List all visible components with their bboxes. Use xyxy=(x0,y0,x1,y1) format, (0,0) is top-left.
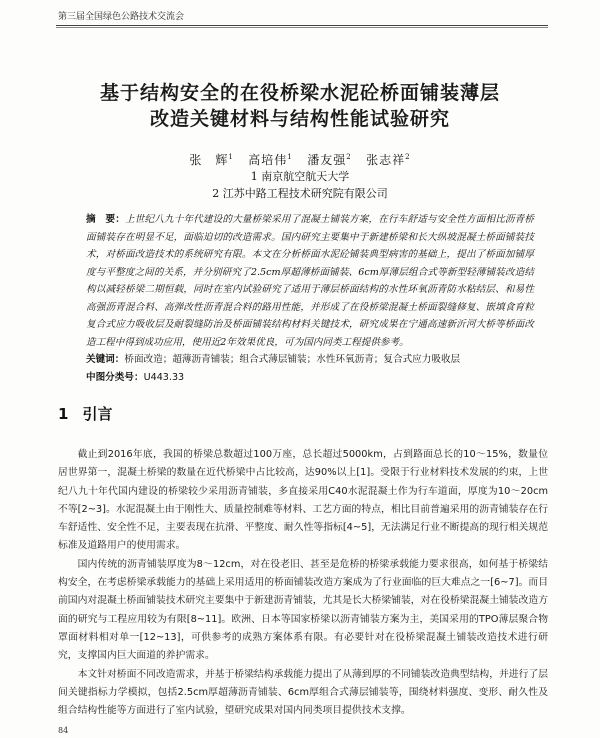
abstract-text: 上世纪八九十年代建设的大量桥梁采用了混凝土铺装方案，在行车舒适与安全性方面相比沥青桥面铺装存在明显不足，面临迫切的改造需求。国内研究主要集中于新建桥梁和长大纵坡混凝土桥面铺装技术，对桥面改造技术的系统研究有限。本文在分析桥面水泥砼铺装典型病害的基础上，提出了桥面加铺厚度与平整度之间的关系，并分别研究了2.5cm厚超薄桥面铺装、6cm厚薄层组合式等新型轻薄铺装改造结构以减轻桥梁二期恒载，同时在室内试验研究了适用于薄层桥面结构的水性环氧沥青防水粘结层、和易性高强沥青混合料、高弹改性沥青混合料的路用性能，并形成了在役桥梁混凝土桥面裂缝修复、嵌填食育粒复合式应力吸收层及耐裂缝防治及桥面铺装结构材料关键技术，研究成果在宁通高速新沂河大桥等桥面改造工程中得到成功应用，使用近2年效果优良，可为国内同类工程提供参考。 xyxy=(86,214,535,348)
author-name: 高培伟 xyxy=(248,153,288,167)
section-title: 引言 xyxy=(82,405,113,423)
header-rule-thin xyxy=(56,27,548,28)
paragraph-3: 本文针对桥面不同改造需求，并基于桥梁结构承载能力提出了从薄到厚的不同铺装改造典型结构，并进行了层间关键指标力学模拟，包括2.5cm厚超薄沥青铺装、6cm厚组合式薄层铺装等，围绕材料强度、变形、耐久性及组合结构性能等方面进行了室内试验，望研究成果对国内同类项目提供技术支撑。 xyxy=(58,668,548,717)
body-text xyxy=(58,446,548,720)
paragraph-1: 截止到2016年底，我国的桥梁总数超过100万座，总长超过5000km，占到路面总长的10～15%，数量位居世界第一，混凝土桥梁的数量在近代桥梁中占比较高，达90%以上[1]。受限于行业材料技术发展的约束，上世纪八九十年代国内建设的桥梁较少采用沥青铺装，多直接采用C40水泥混凝土作为行车道面，厚度为10～20cm不等[2~3]。水泥混凝土由于刚性大、质量控制难等材料、工艺方面的特点，相比目前普遍采用的沥青铺装存在行车舒适性、安全性不足，主要表现在抗滑、平整度、耐久性等指标[4~5]，无法满足行业不断提高的现行相关规范标准及道路用户的使用需求。 xyxy=(58,449,548,552)
author-mark: 2 xyxy=(346,153,352,161)
keywords-text: 桥面改造；超薄沥青铺装；组合式薄层铺装；水性环氧沥青；复合式应力吸收层 xyxy=(124,354,461,365)
author-mark: 1 xyxy=(228,153,234,161)
classification-code: U443.33 xyxy=(143,372,185,383)
classification xyxy=(86,369,534,383)
abstract xyxy=(86,211,534,351)
author-mark: 2 xyxy=(405,153,411,161)
abstract-label: 摘 要： xyxy=(86,214,125,225)
author-name: 张 辉 xyxy=(189,153,229,167)
paragraph-2: 国内传统的沥青铺装厚度为8～12cm，对在役老旧、甚至是危桥的桥梁承载能力要求很高，如何基于桥梁结构安全，在考虑桥梁承载能力的基础上采用适用的桥面铺装改造方案成为了行业面临的巨大难点之一[6~7]。而目前国内对混凝土桥面铺装技术研究主要集中于新建沥青铺装，尤其是长大桥梁铺装，对在役桥梁混凝土铺装改造方面的研究与工程应用较为有限[8~11]。欧洲、日本等国家桥梁以沥青铺装方案为主，美国采用的TPO薄层聚合物罩面材料相对单一[12~13]，可供参考的成熟方案体系有限。有必要针对在役桥梁混凝土铺装改造技术进行研究，支撑国内巨大面道的养护需求。 xyxy=(58,558,548,662)
author-mark: 1 xyxy=(287,153,293,161)
paper-title-line2: 改造关键材料与结构性能试验研究 xyxy=(149,108,450,130)
author-name: 张志祥 xyxy=(366,153,406,167)
running-head: 第三届全国绿色公路技术交流会 xyxy=(58,12,185,22)
classification-label: 中图分类号： xyxy=(86,372,144,383)
affiliation-1: 1 南京航空航天大学 xyxy=(250,170,350,183)
paper-title-line1: 基于结构安全的在役桥梁水泥砼桥面铺装薄层 xyxy=(99,82,500,104)
section-number: 1 xyxy=(58,405,69,423)
affiliation-2: 2 江苏中路工程技术研究院有限公司 xyxy=(212,187,388,200)
keywords-label: 关键词： xyxy=(86,354,125,365)
author-name: 潘友强 xyxy=(307,153,347,167)
keywords xyxy=(86,351,534,365)
section-heading xyxy=(58,403,112,424)
author-list xyxy=(0,151,600,168)
page-number: 84 xyxy=(58,726,69,735)
header-rule xyxy=(56,25,548,26)
